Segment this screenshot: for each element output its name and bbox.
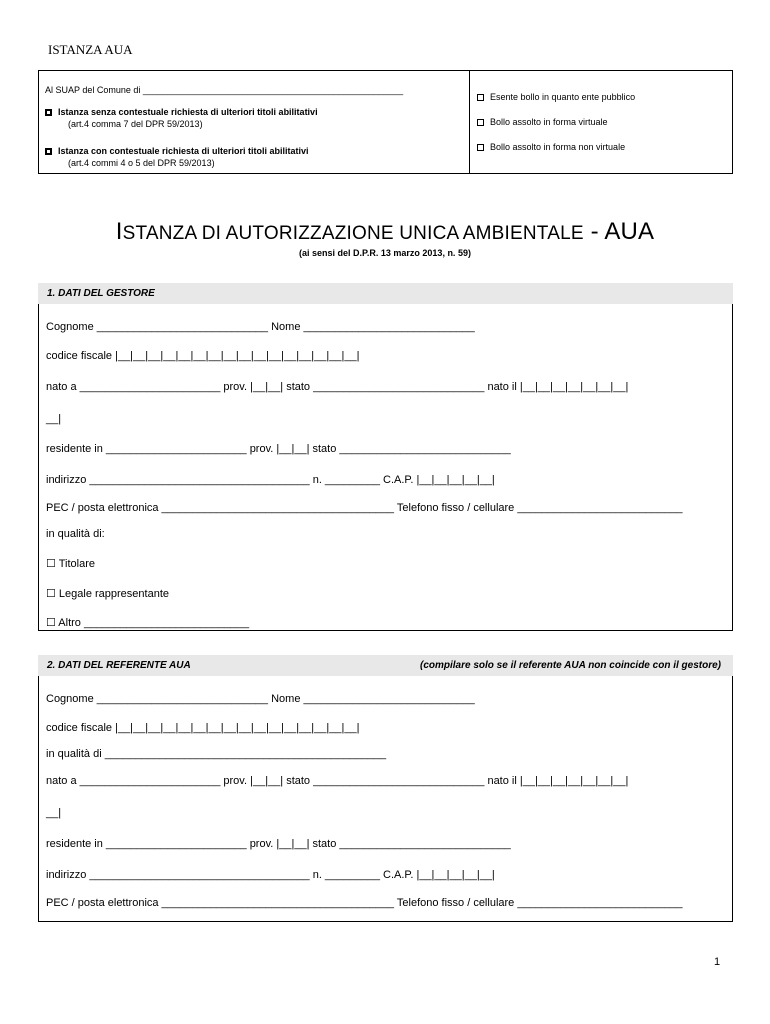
gestore-address-field[interactable]: indirizzo ____________________________________ n. _________ C.A.P. |__|__|__|__|__| <box>46 474 495 486</box>
gestore-tax-code-field[interactable]: codice fiscale |__|__|__|__|__|__|__|__|__|__|__|__|__|__|__|__| <box>46 350 360 362</box>
role-label: in qualità di: <box>46 528 105 540</box>
checkbox-icon[interactable] <box>45 109 52 116</box>
role-option-owner[interactable]: ☐ Titolare <box>46 558 95 570</box>
referente-residence-field[interactable]: residente in _______________________ prov. |__|__| stato ____________________________ <box>46 838 511 850</box>
bollo-option-non-virtual[interactable]: Bollo assolto in forma non virtuale <box>477 142 625 153</box>
option1-title: Istanza senza contestuale richiesta di ulteriori titoli abilitativi <box>58 107 318 117</box>
option-with-titles[interactable] <box>45 146 309 157</box>
referente-birth-field[interactable]: nato a _______________________ prov. |__|__| stato ____________________________ nato il |__|__|__|__|__|__|__| <box>46 775 629 787</box>
referente-tax-code-field[interactable]: codice fiscale |__|__|__|__|__|__|__|__|__|__|__|__|__|__|__|__| <box>46 722 360 734</box>
checkbox-icon[interactable] <box>477 119 484 126</box>
section1-heading: 1. DATI DEL GESTORE <box>38 283 733 304</box>
section2-heading: 2. DATI DEL REFERENTE AUA (compilare solo se il referente AUA non coincide con il gestore) <box>38 655 733 676</box>
checkbox-icon[interactable] <box>45 148 52 155</box>
referente-address-field[interactable]: indirizzo ____________________________________ n. _________ C.A.P. |__|__|__|__|__| <box>46 869 495 881</box>
box-divider <box>469 71 470 173</box>
request-type-box <box>38 70 733 174</box>
referente-name-field[interactable]: Cognome ____________________________ Nome ____________________________ <box>46 693 475 705</box>
referente-birth-continuation[interactable]: __| <box>46 807 62 819</box>
document-subtitle: (ai sensi del D.P.R. 13 marzo 2013, n. 59) <box>299 248 471 258</box>
document-header: ISTANZA AUA <box>48 42 133 57</box>
gestore-birth-field[interactable]: nato a _______________________ prov. |__|__| stato ____________________________ nato il |__|__|__|__|__|__|__| <box>46 381 629 393</box>
referente-role-field[interactable]: in qualità di ______________________________________________ <box>46 748 387 760</box>
section2-note: (compilare solo se il referente AUA non coincide con il gestore) <box>420 660 721 671</box>
section2-box <box>38 676 733 922</box>
gestore-name-field[interactable]: Cognome ____________________________ Nome ____________________________ <box>46 321 475 333</box>
page-number: 1 <box>714 956 721 968</box>
option1-note: (art.4 comma 7 del DPR 59/2013) <box>68 119 203 129</box>
option-without-titles[interactable] <box>45 107 318 118</box>
document-title: ISTANZA DI AUTORIZZAZIONE UNICA AMBIENTALE - AUA <box>115 218 655 245</box>
option2-title: Istanza con contestuale richiesta di ulteriori titoli abilitativi <box>58 146 309 156</box>
role-option-legal-rep[interactable]: ☐ Legale rappresentante <box>46 588 170 600</box>
role-option-other[interactable]: ☐ Altro ___________________________ <box>46 617 250 629</box>
bollo-option-virtual[interactable]: Bollo assolto in forma virtuale <box>477 117 608 128</box>
referente-contact-field[interactable]: PEC / posta elettronica ______________________________________ Telefono fisso / cellulare ___________________________ <box>46 897 683 909</box>
gestore-birth-continuation[interactable]: __| <box>46 413 62 425</box>
suap-line: Al SUAP del Comune di ____________________________________________________ <box>45 85 404 95</box>
bollo-option-exempt[interactable]: Esente bollo in quanto ente pubblico <box>477 92 635 103</box>
gestore-residence-field[interactable]: residente in _______________________ prov. |__|__| stato ____________________________ <box>46 443 511 455</box>
checkbox-icon[interactable] <box>477 94 484 101</box>
gestore-contact-field[interactable]: PEC / posta elettronica ______________________________________ Telefono fisso / cellulare ___________________________ <box>46 502 683 514</box>
option2-note: (art.4 commi 4 o 5 del DPR 59/2013) <box>68 158 215 168</box>
checkbox-icon[interactable] <box>477 144 484 151</box>
